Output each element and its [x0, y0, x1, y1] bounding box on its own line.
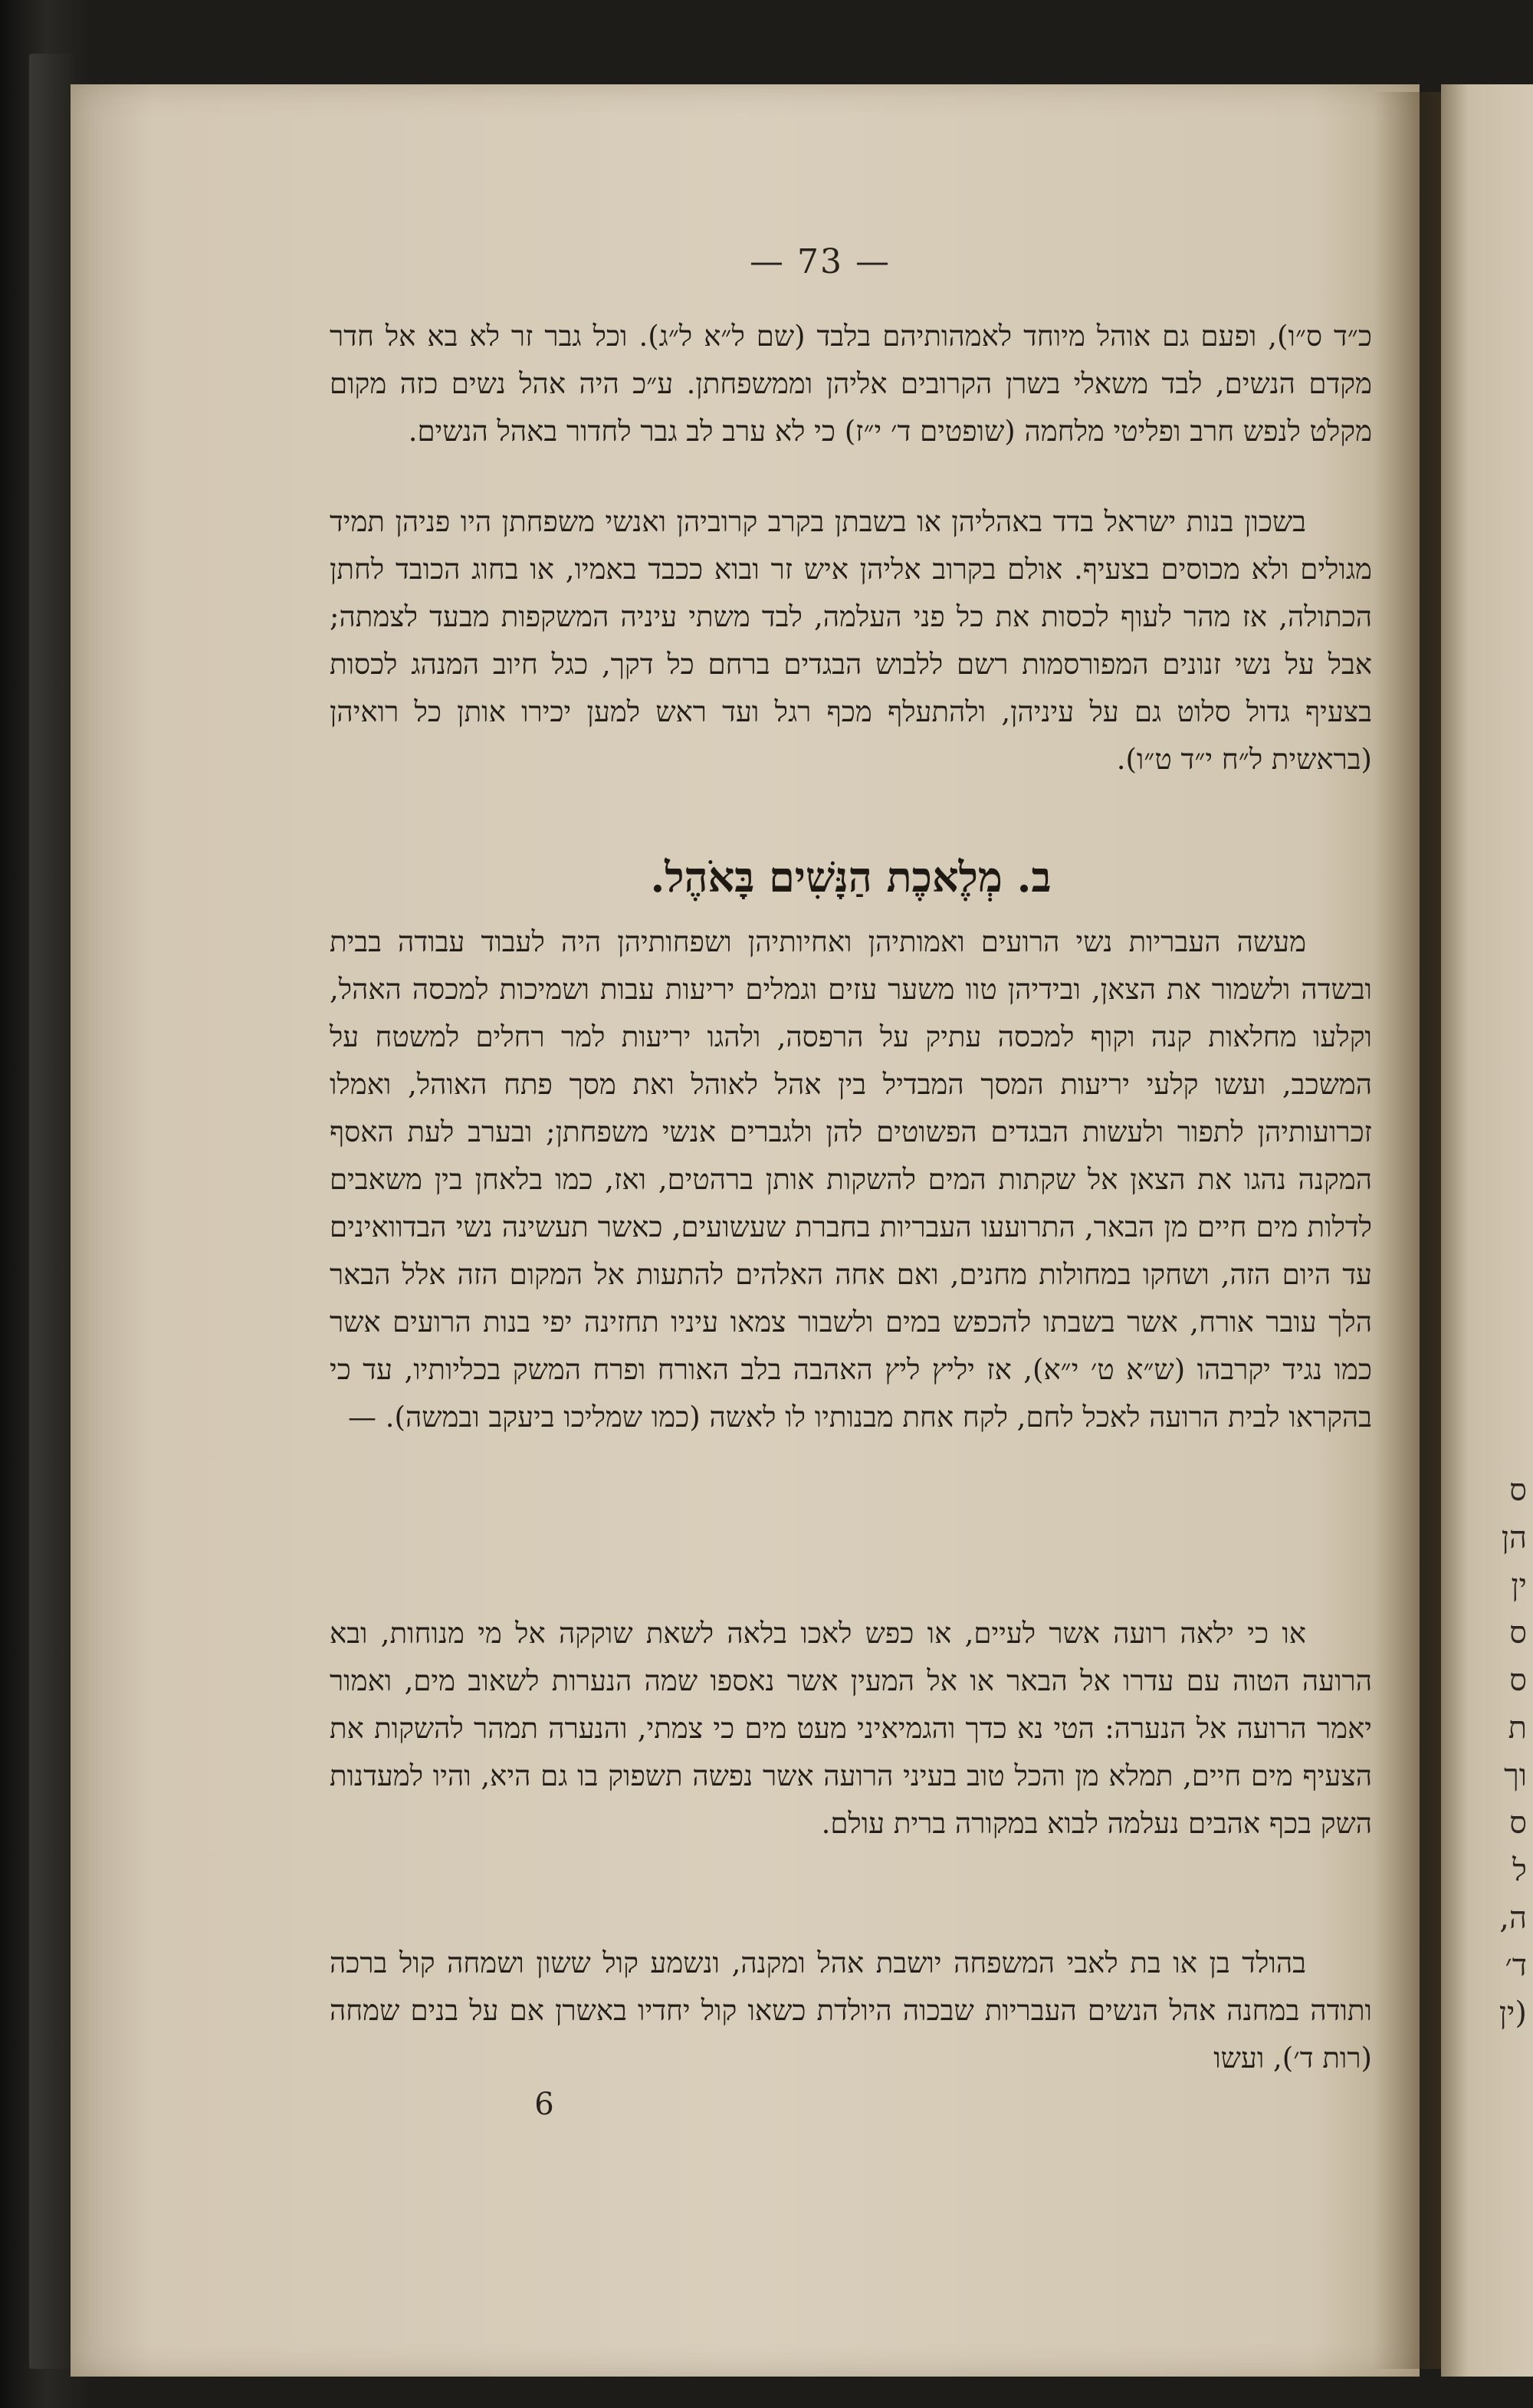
next-page-fragment: ד׳	[1505, 1948, 1527, 1983]
next-page-fragment: ס	[1509, 1473, 1527, 1508]
next-page-fragment: הן	[1501, 1520, 1527, 1556]
paragraph-2	[330, 498, 1372, 784]
paragraph-3	[330, 918, 1372, 1441]
paragraph-1	[330, 313, 1372, 455]
next-page-fragment: ה,	[1499, 1900, 1527, 1936]
next-page-fragment: ס	[1509, 1615, 1527, 1651]
paragraph-5-text: בהולד בן או בת לאבי המשפחה יושבת אהל ומקנה, ונשמע קול ששון ושמחה קול ברכה ותודה במחנה אהל הנשים העבריות שבכוה היולדת כשאו קול יחדיו באשרן אם על בנים שמחה (רות ד׳), ועשו	[330, 1946, 1372, 2075]
paragraph-4	[330, 1610, 1372, 1848]
next-page-fragment: וך	[1504, 1758, 1527, 1793]
paragraph-3-text: מעשה העבריות נשי הרועים ואמותיהן ואחיותיהן ושפחותיהן היה לעבוד עבודה בבית ובשדה ולשמור את הצאן, ובידיהן טוו משער עזים וגמלים יריעות עבות ושמיכות למכסה האהל, וקלעו מחלאות קנה וקוף למכסה עתיק על הרפסה, ולהגו יריעות למר רחלים למשטח על המשכב, ועשו קלעי יריעות המסך המבדיל בין אהל לאוהל ואת מסך פתח האוהל, ואמלו זכרועותיהן לתפור ולעשות הבגדים הפשוטים להן ולגברים אנשי משפחתן; ובערב לעת האסף המקנה נהגו את הצאן אל שקתות המים להשקות אותן ברהטים, ואז, כמו בלאחן בין משאבים לדלות מים חיים מן הבאר, התרועעו העבריות בחברת שעשועים, כאשר תעשינה נשי הבדוואינים עד היום הזה, ושחקו במחולות מחנים, ואם אחה האלהים להתעות אל המקום הזה אלל הבאר הלך עובר אורח, אשר בשבתו להכפש במים ולשבור צמאו עיניו תחזינה יפי בנות הרועים אשר כמו נגיד יקרבהו (ש״א ט׳ י״א), אז יליץ ליץ האהבה בלב האורח ופרח המשק בכליותיו, עד כי בהקראו לבית הרועה לאכל לחם, לקח אחת מבנותיו לו לאשה (כמו שמליכו ביעקב ובמשה). —	[330, 925, 1372, 1434]
page-gutter-shadow	[1374, 92, 1443, 2369]
paragraph-5	[330, 1940, 1372, 2082]
next-page-fragment: ת	[1508, 1710, 1527, 1746]
page-number-header: — 73 —	[750, 242, 891, 281]
next-page-fragment: ס	[1509, 1663, 1527, 1698]
signature-mark: 6	[534, 2087, 554, 2122]
next-page-fragment: (ין	[1499, 1996, 1527, 2031]
next-page-fragment: ס	[1509, 1805, 1527, 1841]
next-page-fragment: ין	[1511, 1568, 1527, 1603]
section-heading: ב. מְלֶאכֶת הַנָּשִׁים בָּאֹהֶל.	[650, 852, 1052, 902]
next-page-edge	[1441, 84, 1533, 2377]
paragraph-1-text: כ״ד ס״ו), ופעם גם אוהל מיוחד לאמהותיהם בלבד (שם ל״א ל״ג). וכל גבר זר לא בא אל חדר מקדם הנשים, לבד משאלי בשרן הקרובים אליהן וממשפחתן. ע״כ היה אהל נשים כזה מקום מקלט לנפש חרב ופליטי מלחמה (שופטים ד׳ י״ז) כי לא ערב לב גבר לחדור באהל הנשים.	[330, 320, 1372, 448]
paragraph-2-text: בשכון בנות ישראל בדד באהליהן או בשבתן בקרב קרוביהן ואנשי משפחתן היו פניהן תמיד מגולים ולא מכוסים בצעיף. אולם בקרוב אליהן איש זר ובוא ככבד באמיו, או בחוג הכובד לחתן הכתולה, אז מהר לעוף לכסות את כל פני העלמה, לבד משתי עיניה המשקפות מבעד לצמתה; אבל על נשי זנונים המפורסמות רשם ללבוש הבגדים ברחם כל דקך, כגל חיוב המנהג לכסות בצעיף גדול סלוט גם על עיניהן, ולהתעלף מכף רגל ועד ראש למען יכירו אותן כל רואיהן (בראשית ל״ח י״ד ט״ו).	[330, 505, 1372, 776]
next-page-fragment: ל	[1512, 1853, 1527, 1888]
paragraph-4-text: או כי ילאה רועה אשר לעיים, או כפש לאכו בלאה לשאת שוקקה אל מי מנוחות, ובא הרועה הטוה עם עדרו אל הבאר או אל המעין אשר נאספו שמה הנערות לשאוב מים, ואמור יאמר הרועה אל הנערה: הטי נא כדך והגמיאיני מעט מים כי צמתי, והנערה תמהר להשקות את הצעיף מים חיים, תמלא מן והכל טוב בעיני הרועה אשר נפשה תשפוק בו גם היא, והיו למעדנות השק בכף אהבים נעלמה לבוא במקורה ברית עולם.	[330, 1617, 1372, 1840]
book-cover-edge	[29, 54, 75, 2369]
